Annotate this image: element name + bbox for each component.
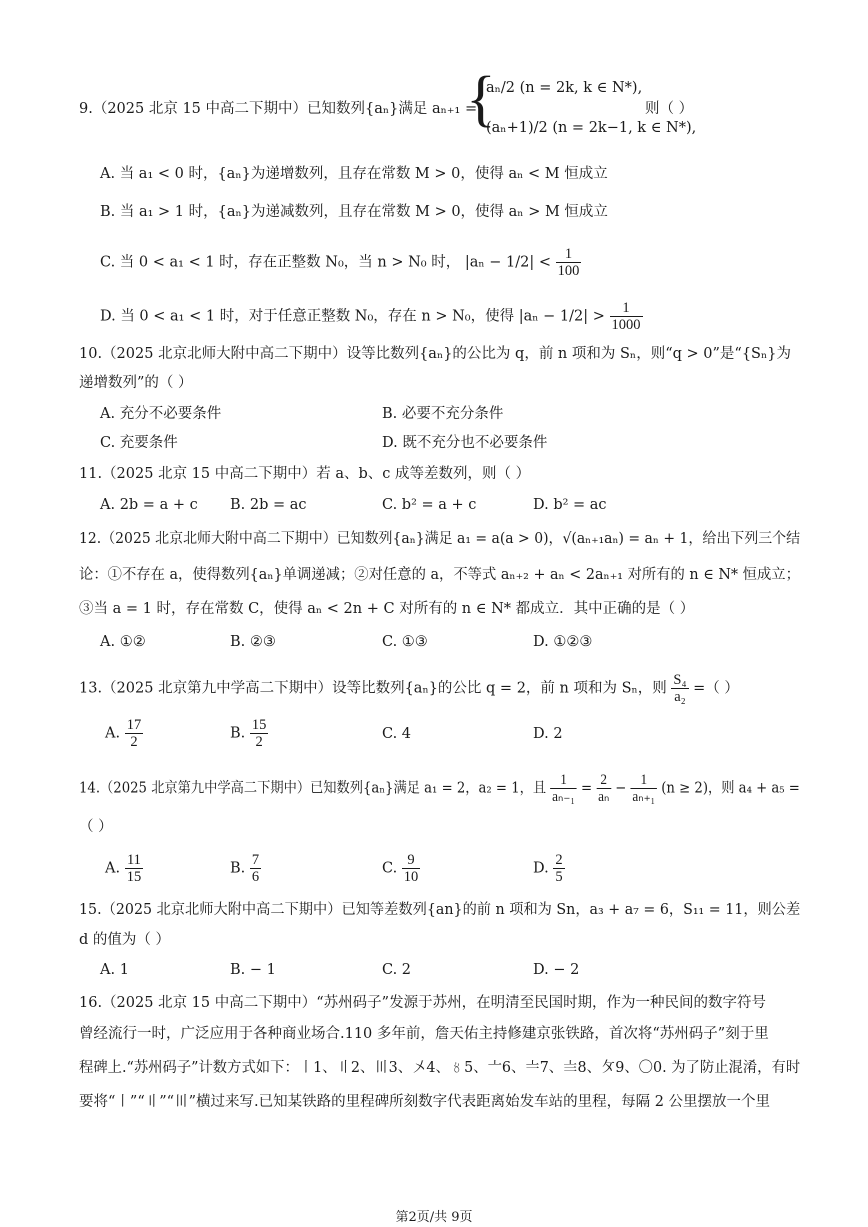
q14-fraction-2: $\frac{2}{\text{aₙ}}$ bbox=[598, 772, 610, 805]
q12-line-1: 12.（2025 北京北师大附中高二下期中）已知数列{aₙ}满足 a₁ = a(a > 0)，√(aₙ₊₁aₙ) = aₙ + 1，给出下列三个结 bbox=[79, 531, 801, 547]
q10-line-2: 递增数列”的（ ） bbox=[79, 375, 193, 391]
q9-option-d-fraction: $\frac{1}{1000}$ bbox=[611, 300, 641, 333]
q14-option-b: B. $\frac{7}{6}$ bbox=[230, 852, 260, 885]
q9-option-a: A. 当 a₁ < 0 时，{aₙ}为递增数列，且存在常数 M > 0，使得 aₙ < M 恒成立 bbox=[100, 166, 608, 182]
q11-option-d: D. b² = ac bbox=[533, 497, 607, 513]
q12-line-3: ③当 a = 1 时，存在常数 C，使得 aₙ < 2n + C 对所有的 n ∈ N* 都成立．其中正确的是（ ） bbox=[79, 601, 695, 617]
q15-line-1: 15.（2025 北京北师大附中高二下期中）已知等差数列{an}的前 n 项和为 Sn，a₃ + a₇ = 6，S₁₁ = 11，则公差 bbox=[79, 902, 801, 918]
q16-line-3: 程碑上.“苏州码子”计数方式如下：〡1、〢2、〣3、〤4、〥5、〦6、〧7、〨8、〩9、〇0. 为了防止混淆，有时 bbox=[79, 1060, 801, 1076]
q14-option-c-fraction: $\frac{9}{10}$ bbox=[403, 852, 419, 885]
q13-option-a-fraction: $\frac{17}{2}$ bbox=[126, 717, 142, 750]
q13-option-b-fraction: $\frac{15}{2}$ bbox=[251, 717, 267, 750]
q9-option-c-fraction: $\frac{1}{100}$ bbox=[557, 246, 580, 279]
q16-line-2: 曾经流行一时，广泛应用于各种商业场合.110 多年前，詹天佑主持修建京张铁路，首次将“苏州码子”刻于里 bbox=[79, 1026, 769, 1042]
q12-option-d: D. ①②③ bbox=[533, 634, 593, 650]
page-footer: 第2页/共 9页 bbox=[395, 1210, 473, 1225]
q9-option-c-text: C. 当 0 < a₁ < 1 时，存在正整数 N₀，当 n > N₀ 时， bbox=[100, 254, 461, 271]
q12-option-a: A. ①② bbox=[100, 634, 146, 650]
q13-option-d: D. 2 bbox=[533, 726, 563, 742]
q13-tail: =（ ） bbox=[693, 680, 739, 697]
q14-stem: 14.（2025 北京第九中学高二下期中）已知数列{aₙ}满足 a₁ = 2，a₂ = 1，且 $\frac{1}{\text{aₙ₋₁}}$ = $\frac{2}{\text{aₙ}}$ − $\frac{1}{\text{aₙ₊₁}}$ (n ≥ 2)，则 a₄ + a₅ = bbox=[79, 772, 800, 805]
q9-brace: { bbox=[466, 65, 496, 133]
q9-tail: 则（ ） bbox=[645, 101, 694, 117]
q11-stem: 11.（2025 北京 15 中高二下期中）若 a、b、c 成等差数列，则（ ） bbox=[79, 466, 531, 482]
q10-line-1: 10.（2025 北京北师大附中高二下期中）设等比数列{aₙ}的公比为 q，前 n 项和为 Sₙ，则“q > 0”是“{Sₙ}为 bbox=[79, 346, 791, 362]
q9-option-d-abs: |aₙ − 1/2| > bbox=[518, 308, 605, 325]
q10-option-b: B. 必要不充分条件 bbox=[382, 406, 504, 422]
q15-option-a: A. 1 bbox=[100, 962, 129, 978]
q10-option-a: A. 充分不必要条件 bbox=[100, 406, 222, 422]
q14-stem-text: 14.（2025 北京第九中学高二下期中）已知数列{aₙ}满足 a₁ = 2，a₂ = 1，且 bbox=[79, 780, 547, 797]
q9-option-c bbox=[100, 246, 581, 279]
q16-line-4: 要将“〡”“〢”“〣”横过来写.已知某铁路的里程碑所刻数字代表距离始发车站的里程，每隔 2 公里摆放一个里 bbox=[79, 1094, 771, 1110]
q13-fraction: $\frac{\text{S₄}}{\text{a₂}}$ bbox=[673, 672, 687, 705]
q14-fraction-3: $\frac{1}{\text{aₙ₊₁}}$ bbox=[632, 772, 656, 805]
q13-stem-text: 13.（2025 北京第九中学高二下期中）设等比数列{aₙ}的公比 q = 2，前 n 项和为 Sₙ，则 bbox=[79, 680, 667, 697]
q13-stem bbox=[79, 672, 739, 705]
q11-option-a: A. 2b = a + c bbox=[100, 497, 198, 513]
q9-stem: 9.（2025 北京 15 中高二下期中）已知数列{aₙ}满足 aₙ₊₁ = bbox=[79, 101, 478, 117]
q14-line-2: （ ） bbox=[79, 819, 113, 835]
q11-option-c: C. b² = a + c bbox=[382, 497, 477, 513]
q14-fraction-1: $\frac{1}{\text{aₙ₋₁}}$ bbox=[552, 772, 575, 805]
q15-option-c: C. 2 bbox=[382, 962, 412, 978]
q9-option-d bbox=[100, 300, 643, 333]
q10-option-c: C. 充要条件 bbox=[100, 435, 178, 451]
q15-option-b: B. − 1 bbox=[230, 962, 276, 978]
q14-option-a: A. $\frac{11}{15}$ bbox=[105, 852, 142, 885]
q9-case-2: (aₙ+1)/2 (n = 2k−1, k ∈ N*), bbox=[486, 120, 697, 136]
q14-option-d-fraction: $\frac{2}{5}$ bbox=[555, 852, 563, 885]
q14-option-b-fraction: $\frac{7}{6}$ bbox=[251, 852, 260, 885]
q15-option-d: D. − 2 bbox=[533, 962, 580, 978]
q11-option-b: B. 2b = ac bbox=[230, 497, 307, 513]
q13-option-a: A. $\frac{17}{2}$ bbox=[105, 717, 142, 750]
q10-option-d: D. 既不充分也不必要条件 bbox=[382, 435, 548, 451]
q15-line-2: d 的值为（ ） bbox=[79, 932, 170, 948]
q14-option-d: D. $\frac{2}{5}$ bbox=[533, 852, 563, 885]
q12-line-2: 论：①不存在 a，使得数列{aₙ}单调递减；②对任意的 a，不等式 aₙ₊₂ + aₙ < 2aₙ₊₁ 对所有的 n ∈ N* 恒成立； bbox=[79, 567, 800, 583]
q12-option-c: C. ①③ bbox=[382, 634, 428, 650]
q16-line-1: 16.（2025 北京 15 中高二下期中）“苏州码子”发源于苏州，在明清至民国时期，作为一种民间的数字符号 bbox=[79, 995, 767, 1011]
q13-option-c: C. 4 bbox=[382, 726, 412, 742]
q9-option-c-abs: |aₙ − 1/2| < bbox=[464, 254, 551, 271]
q12-option-b: B. ②③ bbox=[230, 634, 276, 650]
q9-option-d-text: D. 当 0 < a₁ < 1 时，对于任意正整数 N₀，存在 n > N₀，使得 bbox=[100, 308, 515, 325]
q13-option-b: B. $\frac{15}{2}$ bbox=[230, 717, 267, 750]
q9-option-b: B. 当 a₁ > 1 时，{aₙ}为递减数列，且存在常数 M > 0，使得 aₙ > M 恒成立 bbox=[100, 204, 608, 220]
q9-case-1: aₙ/2 (n = 2k, k ∈ N*), bbox=[486, 80, 643, 96]
q14-condition: (n ≥ 2)，则 a₄ + a₅ = bbox=[661, 780, 800, 797]
q14-option-a-fraction: $\frac{11}{15}$ bbox=[126, 852, 142, 885]
q14-option-c: C. $\frac{9}{10}$ bbox=[382, 852, 419, 885]
